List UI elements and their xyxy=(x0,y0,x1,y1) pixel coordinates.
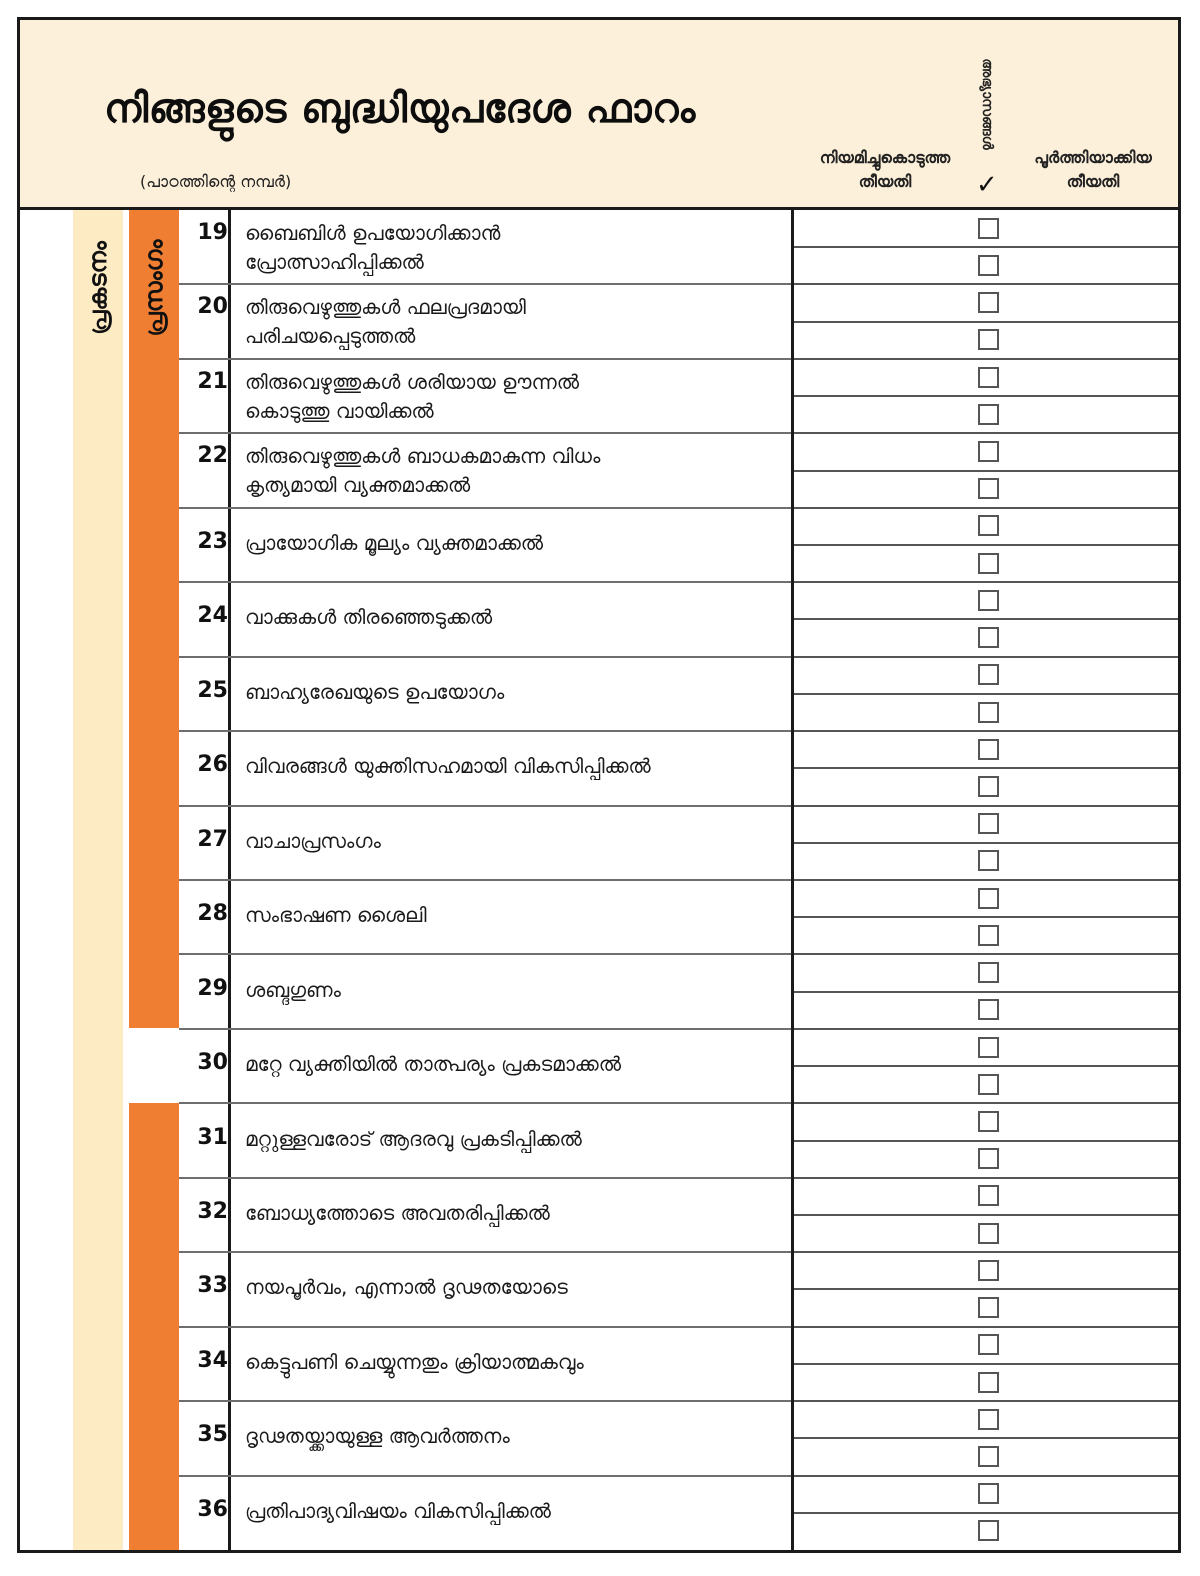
lesson-number: 34 xyxy=(197,1347,228,1373)
lesson-title xyxy=(245,1273,785,1302)
exercise-checkbox[interactable] xyxy=(978,702,999,723)
row-divider xyxy=(179,1251,791,1253)
row-divider xyxy=(179,1326,791,1328)
subrow-divider xyxy=(794,1363,1178,1365)
row-divider xyxy=(794,1400,1178,1402)
section-strip-speech-2 xyxy=(129,1103,179,1550)
form-title: നിങ്ങളുടെ ബുദ്ധിയുപദേശ ഫാറം xyxy=(104,86,696,132)
exercise-checkbox[interactable] xyxy=(978,1446,999,1467)
row-divider xyxy=(179,879,791,881)
lesson-title-line2: കൃത്യമായി വ്യക്തമാക്കൽ xyxy=(245,473,471,498)
lesson-title-line1: തിരുവെഴുത്തുകൾ ഫലപ്രദമായി xyxy=(245,295,526,320)
lesson-title xyxy=(245,1199,785,1228)
lesson-title xyxy=(245,603,785,632)
row-divider xyxy=(179,1177,791,1179)
lesson-title xyxy=(245,901,785,930)
lesson-title xyxy=(245,678,785,707)
subrow-divider xyxy=(794,1437,1178,1439)
lesson-title-line1: ബാഹ്യരേഖയുടെ ഉപയോഗം xyxy=(245,679,505,704)
subrow-divider xyxy=(794,321,1178,323)
speech-text: പ്രസംഗം xyxy=(140,239,168,337)
subrow-divider xyxy=(794,544,1178,546)
lesson-number: 24 xyxy=(197,603,228,629)
lesson-number: 21 xyxy=(197,368,228,394)
row-divider xyxy=(179,283,791,285)
lesson-title xyxy=(245,1497,785,1526)
lesson-title xyxy=(245,1348,785,1377)
lesson-title-line1: ശബ്ദഗുണം xyxy=(245,977,341,1002)
lesson-title xyxy=(245,529,785,558)
row-divider xyxy=(179,953,791,955)
row-divider xyxy=(179,1400,791,1402)
subrow-divider xyxy=(794,395,1178,397)
completed-date-line2: തീയതി xyxy=(1066,172,1120,191)
exercise-checkbox[interactable] xyxy=(978,1483,999,1504)
assigned-date-line1: നിയമിച്ചുകൊടുത്ത xyxy=(819,148,951,167)
row-divider xyxy=(794,358,1178,360)
lesson-title-line1: വാക്കുകൾ തിരഞ്ഞെടുക്കൽ xyxy=(245,605,493,630)
lesson-number: 36 xyxy=(197,1496,228,1522)
form-body xyxy=(20,210,1178,1550)
subrow-divider xyxy=(794,246,1178,248)
row-divider xyxy=(179,1028,791,1030)
row-divider xyxy=(179,432,791,434)
subrow-divider xyxy=(794,618,1178,620)
lesson-title-line1: മറ്റുള്ളവരോട് ആദരവു പ്രകടിപ്പിക്കൽ xyxy=(245,1126,582,1151)
exercise-checkbox[interactable] xyxy=(978,1260,999,1281)
completed-date-line1: പൂർത്തിയാക്കിയ xyxy=(1034,148,1152,167)
subrow-divider xyxy=(794,767,1178,769)
lesson-title-line1: കെട്ടുപണി ചെയ്യുന്നതും ക്രിയാത്മകവും xyxy=(245,1349,584,1374)
row-divider xyxy=(794,507,1178,509)
column-header-assigned-date xyxy=(790,146,980,194)
subrow-divider xyxy=(794,1065,1178,1067)
subrow-divider xyxy=(794,1214,1178,1216)
lesson-title xyxy=(245,752,785,781)
exercise-checkbox[interactable] xyxy=(978,441,999,462)
exercise-checkbox[interactable] xyxy=(978,255,999,276)
lesson-title-line2: പരിചയപ്പെടുത്തൽ xyxy=(245,324,416,349)
counsel-form xyxy=(17,17,1181,1553)
form-header xyxy=(20,20,1178,210)
exercise-checkbox[interactable] xyxy=(978,292,999,313)
lesson-title xyxy=(245,1422,785,1451)
lesson-title xyxy=(245,219,785,277)
exercise-checkbox[interactable] xyxy=(978,776,999,797)
lesson-title-line1: ബൈബിൾ ഉപയോഗിക്കാൻ xyxy=(245,221,501,245)
lesson-title-line1: സംഭാഷണ ശൈലി xyxy=(245,903,427,928)
lesson-number: 30 xyxy=(197,1050,228,1076)
exercise-checkbox[interactable] xyxy=(978,1372,999,1393)
lesson-title-line1: പ്രായോഗിക മൂല്യം വ്യക്തമാക്കൽ xyxy=(245,530,544,555)
lesson-title-line1: തിരുവെഴുത്തുകൾ ബാധകമാകുന്ന വിധം xyxy=(245,444,601,469)
presentation-text: പ്രകടനം xyxy=(84,241,112,335)
row-divider xyxy=(794,1251,1178,1253)
column-header-exercises xyxy=(976,40,998,168)
lesson-title-line2: പ്രോത്സാഹിപ്പിക്കൽ xyxy=(245,250,424,274)
lesson-title-line1: ദൃഢതയ്ക്കായുള്ള ആവർത്തനം xyxy=(245,1424,510,1449)
lesson-title-line1: വിവരങ്ങൾ യുക്തിസഹമായി വികസിപ്പിക്കൽ xyxy=(245,754,651,779)
row-divider xyxy=(179,1475,791,1477)
lesson-number: 19 xyxy=(197,220,228,245)
lesson-number: 32 xyxy=(197,1198,228,1224)
subrow-divider xyxy=(794,842,1178,844)
row-divider xyxy=(794,805,1178,807)
row-divider xyxy=(794,656,1178,658)
lesson-title xyxy=(245,1050,785,1079)
row-divider xyxy=(179,507,791,509)
exercise-checkbox[interactable] xyxy=(978,329,999,350)
lesson-number: 35 xyxy=(197,1422,228,1448)
row-divider xyxy=(794,1028,1178,1030)
row-divider xyxy=(179,358,791,360)
lesson-title xyxy=(245,442,785,500)
row-divider xyxy=(179,1102,791,1104)
row-divider xyxy=(179,581,791,583)
row-divider xyxy=(794,879,1178,881)
exercise-checkbox[interactable] xyxy=(978,1185,999,1206)
lesson-title xyxy=(245,976,785,1005)
exercise-checkbox[interactable] xyxy=(978,1334,999,1355)
lesson-title-line2: കൊടുത്തു വായിക്കൽ xyxy=(245,398,434,423)
exercise-checkbox[interactable] xyxy=(978,1037,999,1058)
lesson-number: 33 xyxy=(197,1273,228,1299)
exercise-checkbox[interactable] xyxy=(978,739,999,760)
exercise-checkbox[interactable] xyxy=(978,1111,999,1132)
row-divider xyxy=(794,1475,1178,1477)
lesson-title-line1: നയപൂർവം, എന്നാൽ ദൃഢതയോടെ xyxy=(245,1275,568,1300)
lesson-title xyxy=(245,293,785,351)
lesson-title-line1: വാചാപ്രസംഗം xyxy=(245,828,381,853)
exercise-checkbox[interactable] xyxy=(978,664,999,685)
section-strip-presentation xyxy=(73,210,123,1550)
checkmark-icon: ✓ xyxy=(976,170,998,200)
row-divider xyxy=(794,581,1178,583)
exercise-checkbox[interactable] xyxy=(978,1297,999,1318)
row-divider xyxy=(794,1177,1178,1179)
assigned-date-line2: തീയതി xyxy=(858,172,912,191)
exercise-checkbox[interactable] xyxy=(978,627,999,648)
row-divider xyxy=(794,432,1178,434)
subrow-divider xyxy=(794,991,1178,993)
exercise-checkbox[interactable] xyxy=(978,1409,999,1430)
exercise-checkbox[interactable] xyxy=(978,999,999,1020)
exercise-checkbox[interactable] xyxy=(978,1074,999,1095)
subrow-divider xyxy=(794,916,1178,918)
exercise-checkbox[interactable] xyxy=(978,367,999,388)
lesson-number: 22 xyxy=(197,443,228,469)
lesson-number: 23 xyxy=(197,528,228,554)
section-label-speech xyxy=(129,218,179,358)
exercise-checkbox[interactable] xyxy=(978,1148,999,1169)
section-label-presentation xyxy=(73,218,123,358)
exercise-checkbox[interactable] xyxy=(978,962,999,983)
exercise-checkbox[interactable] xyxy=(978,590,999,611)
row-divider xyxy=(794,1326,1178,1328)
column-header-completed-date xyxy=(1008,146,1178,194)
subrow-divider xyxy=(794,470,1178,472)
row-divider xyxy=(179,730,791,732)
exercise-checkbox[interactable] xyxy=(978,813,999,834)
lesson-number: 29 xyxy=(197,975,228,1001)
exercise-checkbox[interactable] xyxy=(978,1223,999,1244)
row-divider xyxy=(794,730,1178,732)
lesson-title-line1: മറ്റേ വ്യക്തിയിൽ താത്പര്യം പ്രകടമാക്കൽ xyxy=(245,1052,621,1077)
row-divider xyxy=(794,953,1178,955)
exercise-checkbox[interactable] xyxy=(978,478,999,499)
row-divider xyxy=(179,805,791,807)
exercise-checkbox[interactable] xyxy=(978,850,999,871)
exercise-checkbox[interactable] xyxy=(978,888,999,909)
lesson-number: 25 xyxy=(197,677,228,703)
lesson-number: 26 xyxy=(197,752,228,778)
exercises-label: അഭ്യാസങ്ങൾ xyxy=(979,58,995,150)
lesson-number: 31 xyxy=(197,1124,228,1150)
section-strip-speech-1 xyxy=(129,210,179,1028)
exercise-checkbox[interactable] xyxy=(978,925,999,946)
lesson-title-line1: പ്രതിപാദ്യവിഷയം വികസിപ്പിക്കൽ xyxy=(245,1498,551,1523)
row-divider xyxy=(794,1102,1178,1104)
row-divider xyxy=(794,283,1178,285)
lesson-title-line1: ബോധ്യത്തോടെ അവതരിപ്പിക്കൽ xyxy=(245,1200,550,1225)
lesson-title xyxy=(245,1125,785,1154)
exercise-checkbox[interactable] xyxy=(978,515,999,536)
lesson-title-line1: തിരുവെഴുത്തുകൾ ശരിയായ ഊന്നൽ xyxy=(245,369,580,394)
lesson-title xyxy=(245,368,785,426)
exercise-checkbox[interactable] xyxy=(978,1520,999,1541)
subrow-divider xyxy=(794,1288,1178,1290)
lesson-number: 20 xyxy=(197,294,228,320)
subrow-divider xyxy=(794,1512,1178,1514)
exercise-checkbox[interactable] xyxy=(978,404,999,425)
subrow-divider xyxy=(794,693,1178,695)
lesson-title xyxy=(245,827,785,856)
exercise-checkbox[interactable] xyxy=(978,218,999,239)
exercise-checkbox[interactable] xyxy=(978,553,999,574)
lesson-number-label: (പാഠത്തിന്റെ നമ്പർ) xyxy=(140,172,292,191)
lesson-number: 28 xyxy=(197,901,228,927)
subrow-divider xyxy=(794,1140,1178,1142)
lesson-number: 27 xyxy=(197,826,228,852)
row-divider xyxy=(179,656,791,658)
